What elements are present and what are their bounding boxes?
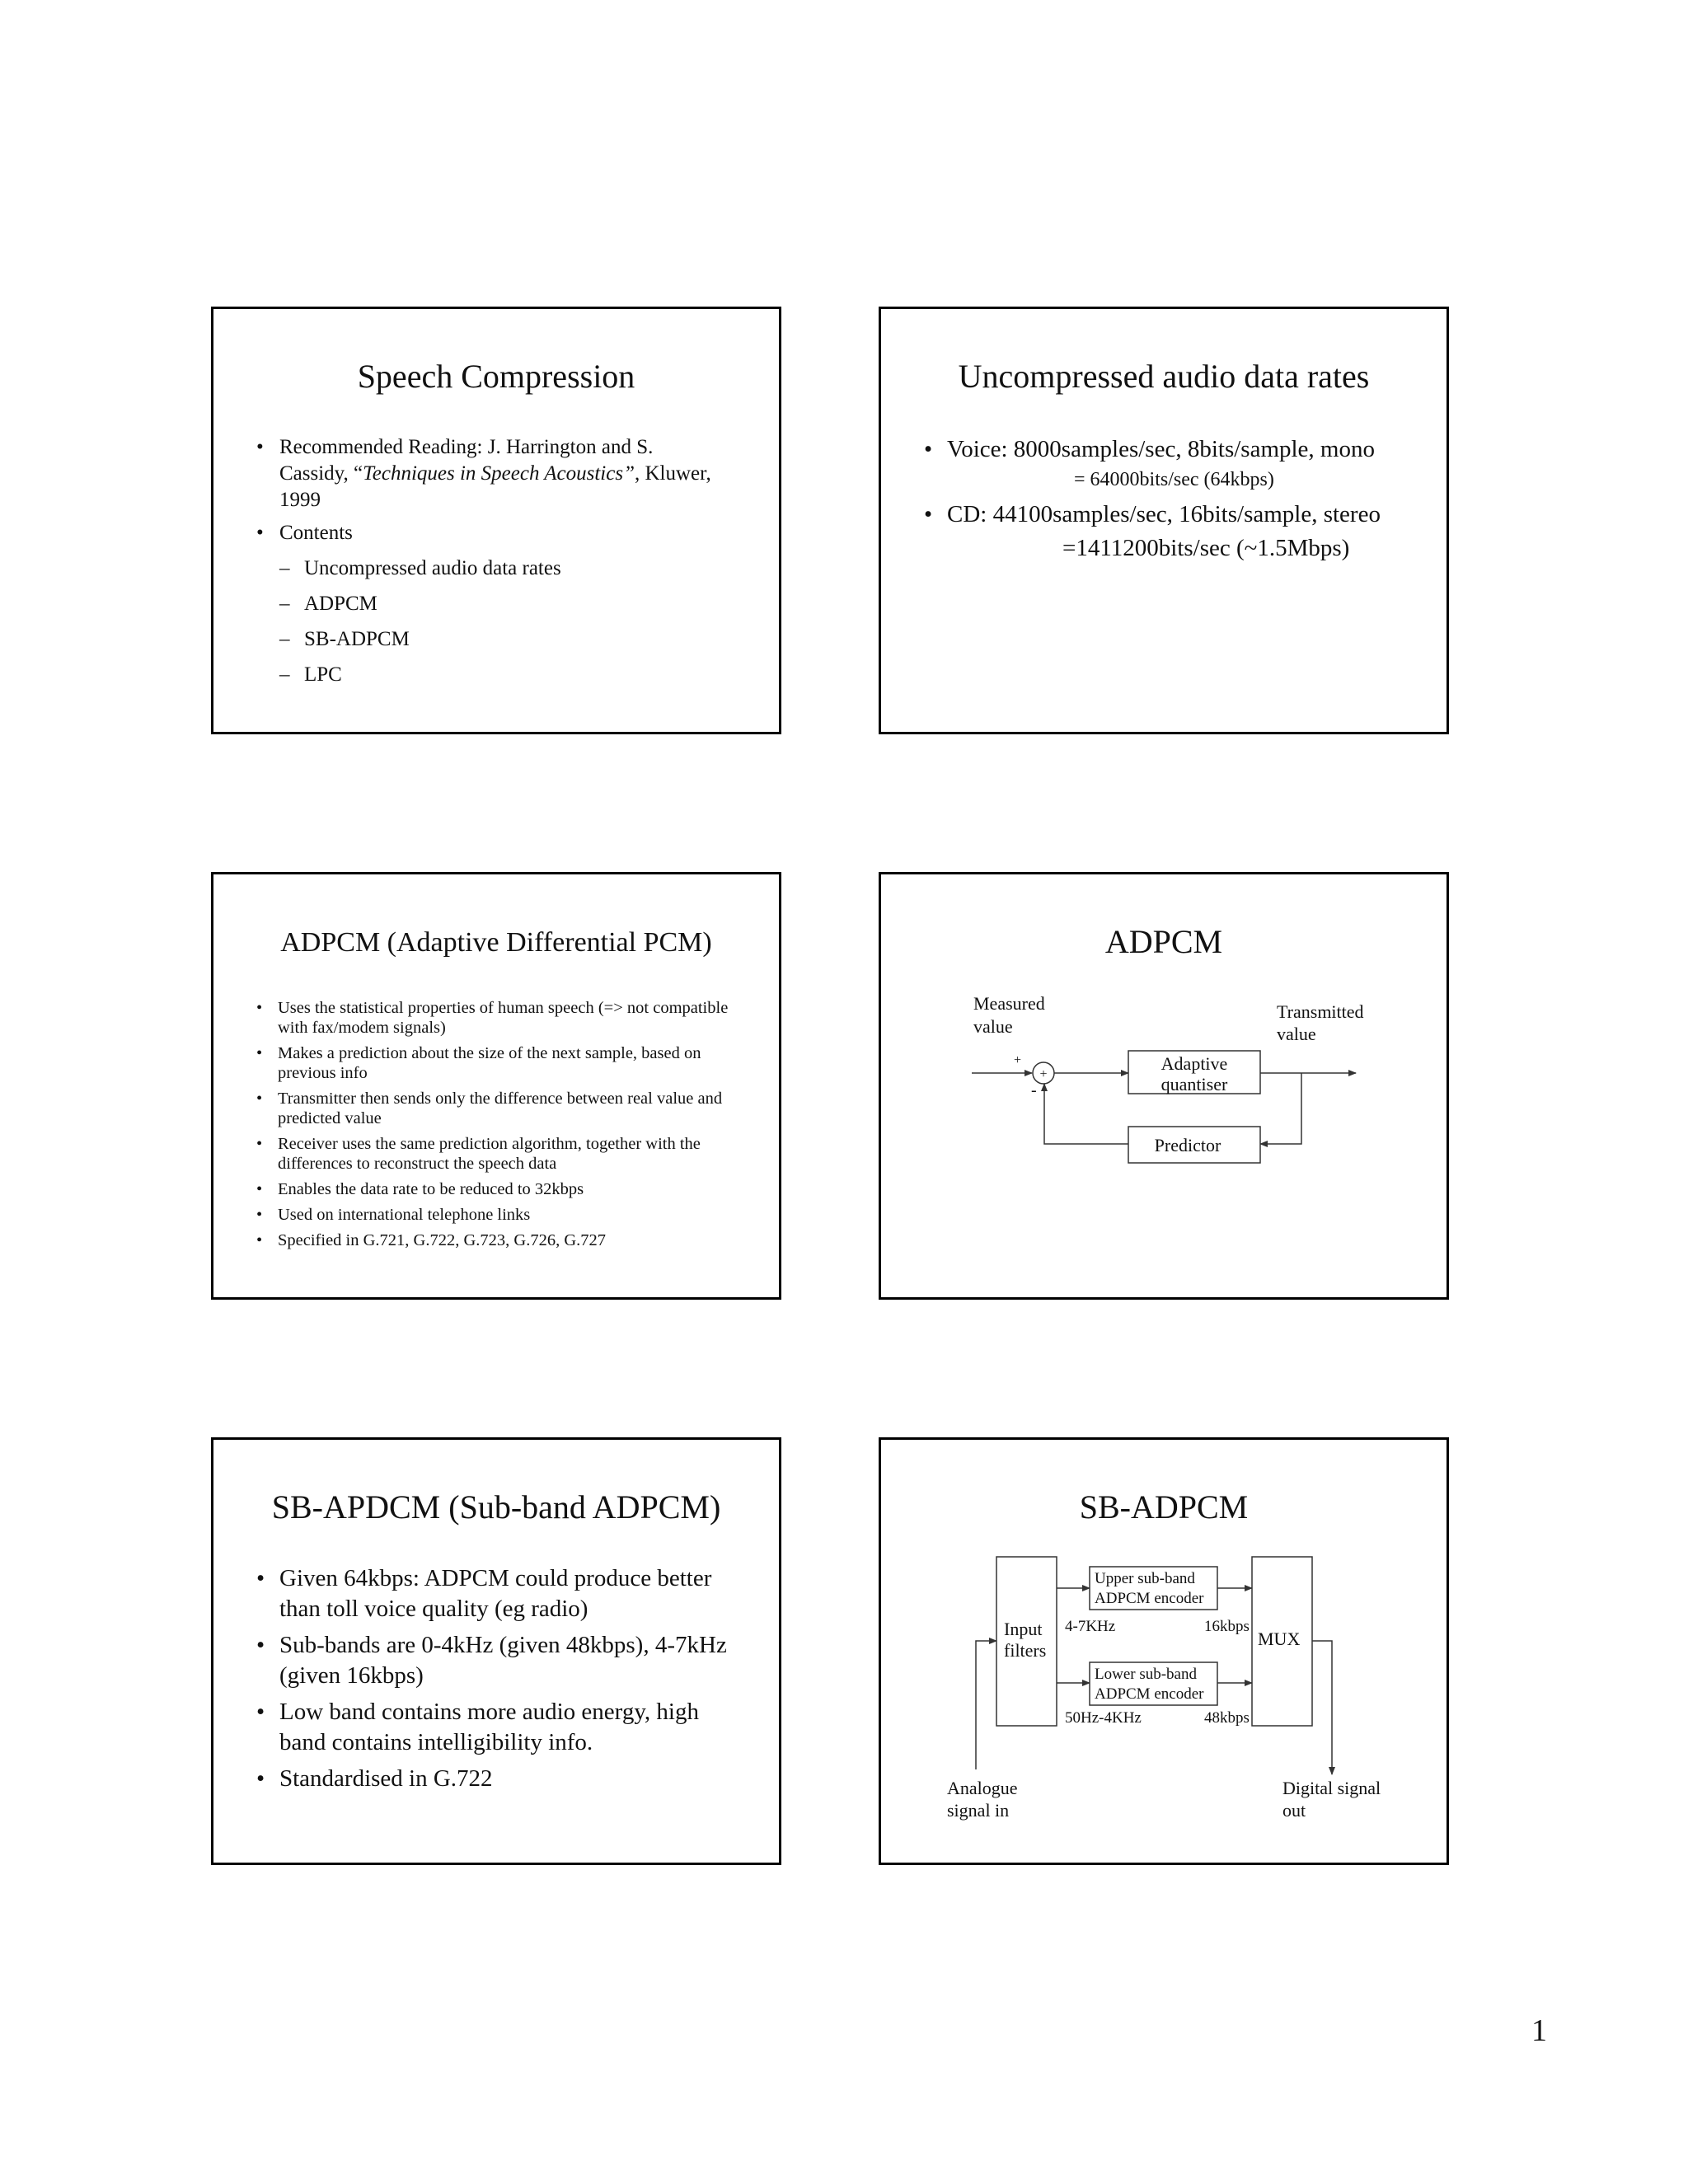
digital-output-line: [1312, 1641, 1332, 1774]
slide-title: Speech Compression: [357, 358, 635, 395]
slide-uncompressed-rates: [879, 307, 1449, 734]
list-item: • Specified in G.721, G.722, G.723, G.726, G.727: [256, 1230, 743, 1250]
list-item: • Receiver uses the same prediction algorithm, together with the differences to reconstruct the speech data: [256, 1134, 743, 1174]
bullet-list: [256, 1563, 751, 1800]
input-filters-label: Input: [1004, 1619, 1043, 1639]
reading-suffix: , Kluwer, 1999: [279, 462, 711, 511]
transmitted-label: Transmitted: [1277, 1001, 1364, 1022]
voice-item: [924, 434, 1418, 494]
predictor-label: Predictor: [1154, 1135, 1221, 1155]
quantiser-label: Adaptive: [1160, 1053, 1228, 1074]
quantiser-label: quantiser: [1160, 1074, 1228, 1094]
slide-title: SB-ADPCM: [1079, 1488, 1249, 1526]
slide-title: ADPCM (Adaptive Differential PCM): [280, 927, 712, 958]
contents-label: Contents: [279, 522, 353, 544]
minus-sign: -: [1031, 1081, 1037, 1099]
digital-label: Digital signal: [1282, 1778, 1381, 1798]
page-number: 1: [1531, 2013, 1547, 2048]
input-filters-label: filters: [1004, 1640, 1047, 1661]
upper-band-label: 4-7KHz: [1065, 1618, 1116, 1635]
list-item: • Used on international telephone links: [256, 1205, 743, 1225]
upper-rate-label: 16kbps: [1204, 1618, 1250, 1635]
voice-text: Voice: 8000samples/sec, 8bits/sample, mono: [947, 436, 1375, 462]
slide-speech-compression: [211, 307, 781, 734]
list-item: • Makes a prediction about the size of the next sample, based on previous info: [256, 1043, 743, 1083]
bullet-list: [256, 998, 743, 1256]
reading-item: [256, 434, 718, 513]
list-item: • Low band contains more audio energy, high band contains intelligibility info.: [256, 1697, 751, 1758]
slide-title: Uncompressed audio data rates: [958, 358, 1370, 395]
lower-encoder-label: Lower sub-band: [1095, 1666, 1197, 1683]
lower-encoder-label: ADPCM encoder: [1095, 1685, 1204, 1703]
cd-item: [924, 499, 1418, 566]
cd-text: CD: 44100samples/sec, 16bits/sample, stereo: [947, 501, 1381, 527]
analogue-input-line: [976, 1641, 996, 1769]
contents-item: [256, 520, 718, 688]
prediction-line: [1044, 1084, 1128, 1144]
measured-label: Measured: [973, 993, 1045, 1014]
plus-sign: +: [1014, 1053, 1022, 1067]
list-item: • Sub-bands are 0-4kHz (given 48kbps), 4-7kHz (given 16kbps): [256, 1630, 751, 1691]
slide-title: ADPCM: [1104, 923, 1223, 960]
upper-encoder-label: ADPCM encoder: [1095, 1590, 1204, 1607]
measured-label: value: [973, 1016, 1013, 1037]
reading-prefix: Recommended Reading: J. Harrington and S. Cassidy, “: [279, 436, 654, 485]
slide-title: SB-APDCM (Sub-band ADPCM): [271, 1488, 721, 1526]
bullet-list: [924, 434, 1418, 566]
adpcm-block-diagram: [881, 874, 1447, 1297]
list-item: • Transmitter then sends only the difference between real value and predicted value: [256, 1089, 743, 1128]
adder-symbol: +: [1039, 1067, 1048, 1081]
list-item: • Enables the data rate to be reduced to 32kbps: [256, 1179, 743, 1199]
lower-band-label: 50Hz-4KHz: [1065, 1709, 1142, 1727]
list-item: – LPC: [279, 662, 718, 688]
contents-list: [279, 555, 718, 688]
slide-sb-adpcm-diagram: [879, 1437, 1449, 1865]
mux-label: MUX: [1258, 1629, 1301, 1649]
digital-label: out: [1282, 1800, 1306, 1821]
list-item: • Uses the statistical properties of human speech (=> not compatible with fax/modem signals): [256, 998, 743, 1038]
sb-adpcm-block-diagram: [881, 1440, 1447, 1863]
lower-rate-label: 48kbps: [1204, 1709, 1250, 1727]
list-item: – SB-ADPCM: [279, 626, 718, 653]
slide-adpcm-diagram: [879, 872, 1449, 1300]
analogue-label: signal in: [947, 1800, 1010, 1821]
slide-sb-adpcm-text: [211, 1437, 781, 1865]
list-item: • Given 64kbps: ADPCM could produce better than toll voice quality (eg radio): [256, 1563, 751, 1624]
list-item: • Standardised in G.722: [256, 1764, 751, 1794]
slide-adpcm-text: [211, 872, 781, 1300]
transmitted-label: value: [1277, 1024, 1316, 1044]
book-title: Techniques in Speech Acoustics”: [363, 462, 635, 485]
list-item: – ADPCM: [279, 591, 718, 617]
analogue-label: Analogue: [947, 1778, 1018, 1798]
bullet-list: [256, 434, 718, 695]
upper-encoder-label: Upper sub-band: [1095, 1570, 1195, 1587]
list-item: – Uncompressed audio data rates: [279, 555, 718, 582]
feedback-line: [1260, 1073, 1301, 1144]
voice-rate: = 64000bits/sec (64kbps): [1074, 469, 1274, 490]
cd-rate: =1411200bits/sec (~1.5Mbps): [1062, 535, 1350, 561]
